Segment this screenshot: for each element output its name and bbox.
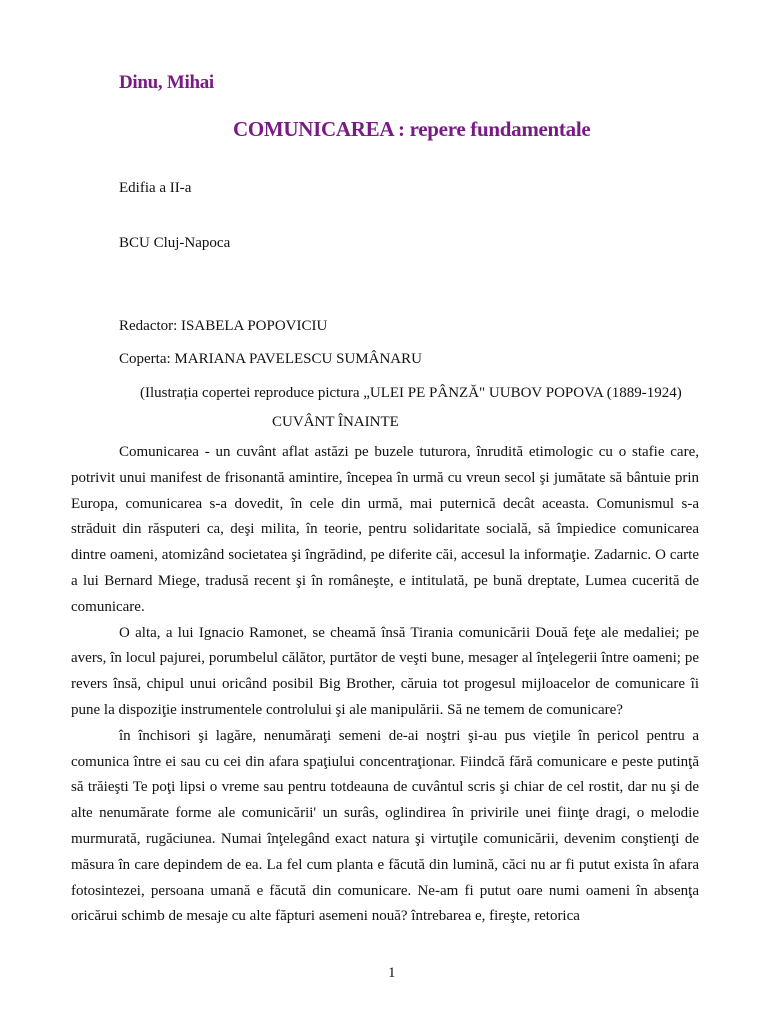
paragraph: în închisori şi lagăre, nenumăraţi semeni de-ai noştri şi-au pus vieţile în pericol pentru a comunica între ei sau cu cei din afara spaţiului concentraţionar. Fiindcă fără comunicare e peste putinţă să trăieşti Te poţi lipsi o vreme sau pentru totdeauna de cuvântul scris şi chiar de cel rostit, dar nu şi de alte nenumărate forme ale comunicării' un surâs, oglindirea în privirile unei fiinţe dragi, o melodie murmurată, rugăciunea. Numai înţelegând exact natura şi virtuţile comunicării, devenim conştienţi de măsura în care depindem de ea. La fel cum planta e făcută din lumină, căci nu ar fi putut exista în afara fotosintezei, persoana umană e făcută din comunicare. Ne-am fi putut oare numi oameni în absenţa oricărui schimb de mesaje cu alte făpturi asemeni nouă? întrebarea e, fireşte, retorica <box>71 727 699 925</box>
document-title: COMUNICAREA : repere fundamentale <box>233 117 591 141</box>
editor-line: Redactor: ISABELA POPOVICIU <box>119 318 328 334</box>
author-name: Dinu, Mihai <box>119 72 214 93</box>
edition-line: Edifia a II-a <box>119 180 192 196</box>
page-number: 1 <box>388 965 396 981</box>
paragraph: Comunicarea - un cuvânt aflat astăzi pe buzele tuturora, înrudită etimologic cu o stafie care, potrivit unui manifest de frisonantă amintire, începea în urmă cu vreun secol şi jumătate să bântuie prin Europa, comunicarea s-a dovedit, în cele din urmă, mai puternică decât aceasta. Comunismul s-a străduit din răsputeri ca, deşi milita, în teorie, pentru solidaritate socială, să împiedice comunicarea dintre oameni, atomizând societatea şi îngrădind, pe diferite căi, accesul la informaţie. Zadarnic. O carte a lui Bernard Miege, tradusă recent şi în româneşte, e intitulată, pe bună dreptate, Lumea cucerită de comunicare. <box>71 444 699 615</box>
publisher-line: BCU Cluj-Napoca <box>119 235 231 251</box>
paragraph: O alta, a lui Ignacio Ramonet, se cheamă însă Tirania comunicării Două feţe ale medaliei; pe avers, în locul pajurei, porumbelul călător, purtător de veşti bune, mesager al înţelegerii între oameni; pe revers însă, chipul unui oricând posibil Big Brother, căruia tot progesul mijloacelor de comunicare îi pune la dispoziţie instrumentele controlului şi ale manipulării. Să ne temem de comunicare? <box>71 624 699 718</box>
body-text <box>71 440 699 930</box>
cover-line: Coperta: MARIANA PAVELESCU SUMÂNARU <box>119 351 422 367</box>
section-heading: CUVÂNT ÎNAINTE <box>272 414 399 430</box>
cover-illustration-note: (Ilustrația copertei reproduce pictura „ULEI PE PÂNZĂ" UUBOV POPOVA (1889-1924) <box>140 385 682 401</box>
